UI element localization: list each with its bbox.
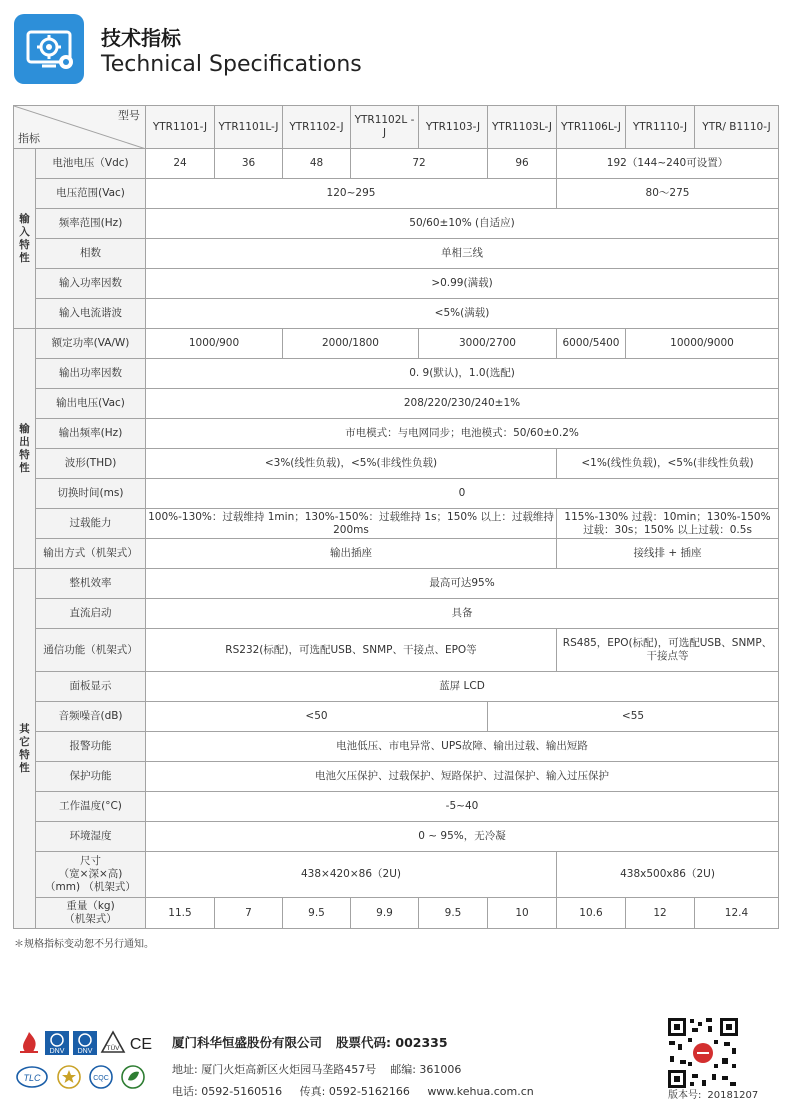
cell: 438×420×86（2U) bbox=[146, 852, 557, 898]
cell: 9.5 bbox=[419, 898, 488, 929]
cell: 208/220/230/240±1% bbox=[146, 389, 779, 419]
corner-index-label: 指标 bbox=[18, 132, 40, 145]
cell: 单相三线 bbox=[146, 239, 779, 269]
cell: 蓝屏 LCD bbox=[146, 672, 779, 702]
cell: 36 bbox=[215, 149, 283, 179]
version-line bbox=[668, 1086, 758, 1101]
model-header: YTR1106L-J bbox=[557, 106, 626, 149]
cell: 96 bbox=[488, 149, 557, 179]
company-line bbox=[172, 1033, 448, 1051]
cell: <55 bbox=[488, 702, 779, 732]
cell: 0 ~ 95%，无冷凝 bbox=[146, 822, 779, 852]
cell: <50 bbox=[146, 702, 488, 732]
table-row bbox=[14, 898, 779, 929]
flame-logo-icon bbox=[16, 1030, 42, 1056]
table-row bbox=[14, 629, 779, 672]
model-header: YTR1102L -J bbox=[351, 106, 419, 149]
zip-code: 邮编: 361006 bbox=[390, 1063, 462, 1076]
cell: 115%-130% 过载：10min；130%-150% 过载：30s；150% 以上过载：0.5s bbox=[557, 509, 779, 539]
cell: 80～275 bbox=[557, 179, 779, 209]
section-other-label: 其 它 特 性 bbox=[14, 569, 36, 929]
cell: 9.9 bbox=[351, 898, 419, 929]
cert-icons bbox=[16, 1030, 156, 1100]
table-row bbox=[14, 822, 779, 852]
ce-mark-icon bbox=[128, 1030, 154, 1056]
svg-text:TLC: TLC bbox=[23, 1073, 41, 1083]
cell: <3%(线性负载)，<5%(非线性负载) bbox=[146, 449, 557, 479]
dnv-cert-icon bbox=[72, 1030, 98, 1056]
svg-text:CE: CE bbox=[129, 1036, 153, 1053]
table-row bbox=[14, 179, 779, 209]
table-corner bbox=[14, 106, 146, 149]
model-header: YTR1110-J bbox=[626, 106, 695, 149]
green-cert-icon bbox=[120, 1064, 146, 1090]
table-row bbox=[14, 209, 779, 239]
table-row bbox=[14, 852, 779, 898]
cell: RS232(标配)，可选配USB、SNMP、干接点、EPO等 bbox=[146, 629, 557, 672]
cell: 最高可达95% bbox=[146, 569, 779, 599]
page-title-cn: 技术指标 bbox=[101, 26, 181, 50]
qr-code-icon bbox=[666, 1016, 740, 1090]
table-row bbox=[14, 239, 779, 269]
model-header: YTR/ B1110-J bbox=[695, 106, 779, 149]
row-label: 输出电压(Vac) bbox=[36, 389, 146, 419]
dnv-cert-icon bbox=[44, 1030, 70, 1056]
gear-monitor-icon bbox=[14, 14, 84, 84]
table-row bbox=[14, 299, 779, 329]
cell: 输出插座 bbox=[146, 539, 557, 569]
svg-text:DNV: DNV bbox=[49, 1048, 65, 1055]
cell: <5%(满载) bbox=[146, 299, 779, 329]
cell: 电池低压、市电异常、UPS故障、输出过载、输出短路 bbox=[146, 732, 779, 762]
cell: 11.5 bbox=[146, 898, 215, 929]
address: 地址: 厦门火炬高新区火炬园马垄路457号 bbox=[172, 1063, 377, 1076]
cell: -5~40 bbox=[146, 792, 779, 822]
cell: 10.6 bbox=[557, 898, 626, 929]
cell: 9.5 bbox=[283, 898, 351, 929]
company-name: 厦门科华恒盛股份有限公司 bbox=[172, 1035, 323, 1050]
table-row bbox=[14, 732, 779, 762]
cqc-cert-icon bbox=[88, 1064, 114, 1090]
stock-code: 股票代码: 002335 bbox=[336, 1035, 448, 1050]
row-label: 输出方式（机架式） bbox=[36, 539, 146, 569]
contact-line bbox=[172, 1083, 534, 1099]
model-header: YTR1101L-J bbox=[215, 106, 283, 149]
tlc-cert-icon bbox=[16, 1064, 48, 1090]
model-header: YTR1103-J bbox=[419, 106, 488, 149]
row-label: 相数 bbox=[36, 239, 146, 269]
phone: 电话: 0592-5160516 bbox=[172, 1085, 283, 1098]
cell: 100%-130%：过载维持 1min；130%-150%：过载维持 1s；150% 以上：过载维持 200ms bbox=[146, 509, 557, 539]
table-row bbox=[14, 419, 779, 449]
row-label: 频率范围(Hz) bbox=[36, 209, 146, 239]
cell: 12 bbox=[626, 898, 695, 929]
cell: 具备 bbox=[146, 599, 779, 629]
version-label: 版本号: bbox=[668, 1090, 702, 1101]
cell: 1000/900 bbox=[146, 329, 283, 359]
cell: 12.4 bbox=[695, 898, 779, 929]
svg-text:TÜV: TÜV bbox=[106, 1045, 120, 1052]
table-row bbox=[14, 539, 779, 569]
cell: RS485，EPO(标配)，可选配USB、SNMP、干接点等 bbox=[557, 629, 779, 672]
cell: 2000/1800 bbox=[283, 329, 419, 359]
cell: 市电模式：与电网同步；电池模式：50/60±0.2% bbox=[146, 419, 779, 449]
svg-text:DNV: DNV bbox=[77, 1048, 93, 1055]
row-label: 保护功能 bbox=[36, 762, 146, 792]
corner-model-label: 型号 bbox=[118, 109, 140, 122]
row-label: 额定功率(VA/W) bbox=[36, 329, 146, 359]
table-row bbox=[14, 509, 779, 539]
footnote: ＊规格指标变动恕不另行通知。 bbox=[14, 939, 154, 950]
row-label: 输出频率(Hz) bbox=[36, 419, 146, 449]
row-label: 报警功能 bbox=[36, 732, 146, 762]
cell: 10000/9000 bbox=[626, 329, 779, 359]
cell: 192（144~240可设置） bbox=[557, 149, 779, 179]
model-header: YTR1101-J bbox=[146, 106, 215, 149]
cell: >0.99(满载) bbox=[146, 269, 779, 299]
cell: 50/60±10% (自适应) bbox=[146, 209, 779, 239]
version-number: 20181207 bbox=[707, 1090, 759, 1101]
page-footer bbox=[0, 1020, 790, 1108]
page-title-en: Technical Specifications bbox=[101, 52, 362, 77]
row-label: 电压范围(Vac) bbox=[36, 179, 146, 209]
spec-table bbox=[13, 105, 779, 929]
table-row bbox=[14, 702, 779, 732]
table-row bbox=[14, 149, 779, 179]
cell: 0. 9(默认)，1.0(选配) bbox=[146, 359, 779, 389]
cell: 电池欠压保护、过载保护、短路保护、过温保护、输入过压保护 bbox=[146, 762, 779, 792]
section-output-label: 输 出 特 性 bbox=[14, 329, 36, 569]
row-label: 输出功率因数 bbox=[36, 359, 146, 389]
row-label: 输入功率因数 bbox=[36, 269, 146, 299]
row-label: 切换时间(ms) bbox=[36, 479, 146, 509]
cell: 48 bbox=[283, 149, 351, 179]
row-label: 直流启动 bbox=[36, 599, 146, 629]
table-row bbox=[14, 569, 779, 599]
website-link[interactable]: www.kehua.com.cn bbox=[427, 1085, 534, 1098]
cell: 120~295 bbox=[146, 179, 557, 209]
row-label-dimensions: 尺寸 （宽×深×高) （mm) （机架式） bbox=[36, 852, 146, 898]
svg-text:CQC: CQC bbox=[93, 1075, 109, 1082]
table-row bbox=[14, 792, 779, 822]
table-row bbox=[14, 269, 779, 299]
address-line bbox=[172, 1061, 461, 1077]
row-label: 波形(THD) bbox=[36, 449, 146, 479]
cell: 3000/2700 bbox=[419, 329, 557, 359]
cell: 438x500x86（2U) bbox=[557, 852, 779, 898]
table-row bbox=[14, 599, 779, 629]
row-label: 环境湿度 bbox=[36, 822, 146, 852]
table-row bbox=[14, 359, 779, 389]
table-row bbox=[14, 329, 779, 359]
row-label: 面板显示 bbox=[36, 672, 146, 702]
table-row bbox=[14, 449, 779, 479]
table-row bbox=[14, 389, 779, 419]
model-header: YTR1102-J bbox=[283, 106, 351, 149]
row-label: 工作温度(°C) bbox=[36, 792, 146, 822]
fax: 传真: 0592-5162166 bbox=[299, 1085, 410, 1098]
table-row bbox=[14, 672, 779, 702]
cell: 7 bbox=[215, 898, 283, 929]
row-label: 整机效率 bbox=[36, 569, 146, 599]
row-label: 电池电压（Vdc) bbox=[36, 149, 146, 179]
table-header-row bbox=[14, 106, 779, 149]
section-input-label: 输 入 特 性 bbox=[14, 149, 36, 329]
row-label-weight: 重量（kg) （机架式） bbox=[36, 898, 146, 929]
tuv-cert-icon bbox=[100, 1030, 126, 1056]
table-row bbox=[14, 479, 779, 509]
cell: 24 bbox=[146, 149, 215, 179]
cell: <1%(线性负载)，<5%(非线性负载) bbox=[557, 449, 779, 479]
cell: 0 bbox=[146, 479, 779, 509]
cell: 10 bbox=[488, 898, 557, 929]
row-label: 输入电流谐波 bbox=[36, 299, 146, 329]
table-row bbox=[14, 762, 779, 792]
row-label: 音频噪音(dB) bbox=[36, 702, 146, 732]
row-label: 过载能力 bbox=[36, 509, 146, 539]
cell: 接线排 + 插座 bbox=[557, 539, 779, 569]
star-badge-icon bbox=[56, 1064, 82, 1090]
model-header: YTR1103L-J bbox=[488, 106, 557, 149]
cell: 72 bbox=[351, 149, 488, 179]
row-label: 通信功能（机架式） bbox=[36, 629, 146, 672]
cell: 6000/5400 bbox=[557, 329, 626, 359]
